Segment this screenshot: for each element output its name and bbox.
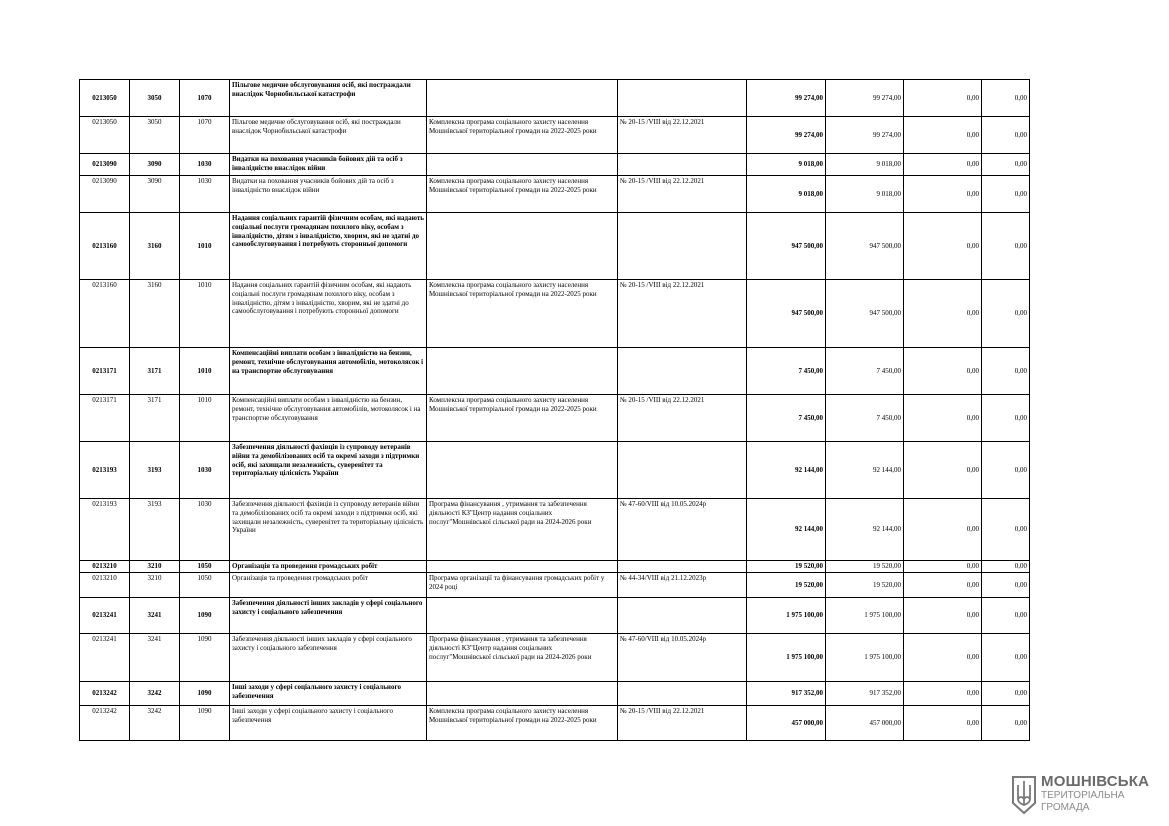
cell-decision <box>618 213 747 280</box>
cell-program-code: 0213171 <box>80 395 130 442</box>
cell-development-budget: 0,00 <box>982 499 1030 561</box>
cell-general-fund: 19 520,00 <box>826 573 904 598</box>
cell-tpkvk: 3160 <box>130 280 180 348</box>
cell-general-fund: 9 018,00 <box>826 176 904 213</box>
cell-program-name: Забезпечення діяльності інших закладів у сфері соціального захисту і соціального забезпечення <box>230 634 427 682</box>
table-row <box>80 499 1030 561</box>
cell-general-fund: 9 018,00 <box>826 154 904 176</box>
cell-fkvkb: 1010 <box>180 395 230 442</box>
cell-special-fund: 0,00 <box>904 117 982 154</box>
table-row <box>80 706 1030 741</box>
cell-program-code: 0213193 <box>80 499 130 561</box>
cell-total: 9 018,00 <box>747 176 826 213</box>
cell-program-code: 0213241 <box>80 634 130 682</box>
table-row <box>80 154 1030 176</box>
cell-local-program <box>427 561 618 573</box>
cell-program-name: Забезпечення діяльності інших закладів у сфері соціального захисту і соціального забезпечення <box>230 598 427 634</box>
cell-decision: № 20-15 /VIII від 22.12.2021 <box>618 117 747 154</box>
cell-program-code: 0213160 <box>80 213 130 280</box>
table-row <box>80 442 1030 499</box>
cell-total: 947 500,00 <box>747 213 826 280</box>
cell-special-fund: 0,00 <box>904 280 982 348</box>
table-row <box>80 348 1030 395</box>
cell-fkvkb: 1090 <box>180 682 230 706</box>
cell-fkvkb: 1030 <box>180 176 230 213</box>
cell-general-fund: 1 975 100,00 <box>826 598 904 634</box>
cell-development-budget: 0,00 <box>982 598 1030 634</box>
cell-development-budget: 0,00 <box>982 348 1030 395</box>
table-row <box>80 634 1030 682</box>
cell-fkvkb: 1010 <box>180 280 230 348</box>
cell-development-budget: 0,00 <box>982 280 1030 348</box>
table-row <box>80 280 1030 348</box>
cell-program-code: 0213241 <box>80 598 130 634</box>
cell-local-program: Комплексна програма соціального захисту населення Мошнівської територіальної громади на 2022-2025 роки <box>427 395 618 442</box>
cell-program-name: Пільгове медичне обслуговування осіб, які постраждали внаслідок Чорнобильської катастрофи <box>230 80 427 117</box>
cell-special-fund: 0,00 <box>904 706 982 741</box>
cell-total: 1 975 100,00 <box>747 598 826 634</box>
cell-development-budget: 0,00 <box>982 442 1030 499</box>
cell-tpkvk: 3050 <box>130 117 180 154</box>
cell-special-fund: 0,00 <box>904 682 982 706</box>
cell-program-name: Компенсаційні виплати особам з інвалідністю на бензин, ремонт, технічне обслуговування автомобілів, мотоколясок і на транспортне обслуговування <box>230 395 427 442</box>
cell-development-budget: 0,00 <box>982 561 1030 573</box>
cell-decision: № 47-60/VIII від 10.05.2024р <box>618 499 747 561</box>
cell-development-budget: 0,00 <box>982 395 1030 442</box>
cell-local-program: Комплексна програма соціального захисту населення Мошнівської територіальної громади на 2022-2025 роки <box>427 176 618 213</box>
cell-program-name: Забезпечення діяльності фахівців із супроводу ветеранів війни та демобілізованих осіб та окремі заходи з підтримки осіб, які захищали незалежність, суверенітет та територіальну цілісність України <box>230 499 427 561</box>
cell-program-name: Пільгове медичне обслуговування осіб, які постраждали внаслідок Чорнобильської катастрофи <box>230 117 427 154</box>
cell-program-code: 0213090 <box>80 176 130 213</box>
cell-total: 92 144,00 <box>747 442 826 499</box>
cell-program-code: 0213210 <box>80 573 130 598</box>
cell-development-budget: 0,00 <box>982 706 1030 741</box>
cell-total: 1 975 100,00 <box>747 634 826 682</box>
cell-program-code: 0213193 <box>80 442 130 499</box>
cell-program-code: 0213050 <box>80 117 130 154</box>
cell-fkvkb: 1050 <box>180 561 230 573</box>
cell-local-program <box>427 154 618 176</box>
trident-icon <box>1011 775 1037 815</box>
cell-decision: № 20-15 /VIII від 22.12.2021 <box>618 395 747 442</box>
cell-tpkvk: 3171 <box>130 348 180 395</box>
budget-programs-table <box>79 79 1030 741</box>
cell-decision: № 44-34/VIII від 21.12.2023р <box>618 573 747 598</box>
cell-special-fund: 0,00 <box>904 176 982 213</box>
cell-total: 92 144,00 <box>747 499 826 561</box>
cell-decision: № 20-15 /VIII від 22.12.2021 <box>618 176 747 213</box>
cell-general-fund: 99 274,00 <box>826 80 904 117</box>
table-row <box>80 176 1030 213</box>
cell-decision <box>618 682 747 706</box>
cell-fkvkb: 1090 <box>180 634 230 682</box>
table-row <box>80 682 1030 706</box>
cell-tpkvk: 3241 <box>130 634 180 682</box>
cell-special-fund: 0,00 <box>904 598 982 634</box>
cell-local-program: Програма фінансування , утримання та забезпечення діяльності КЗ"Центр надання соціальних послуг"Мошнівської сільської ради на 2024-2026 роки <box>427 634 618 682</box>
cell-tpkvk: 3210 <box>130 573 180 598</box>
cell-general-fund: 917 352,00 <box>826 682 904 706</box>
cell-program-code: 0213160 <box>80 280 130 348</box>
cell-local-program <box>427 80 618 117</box>
cell-local-program <box>427 598 618 634</box>
cell-total: 7 450,00 <box>747 348 826 395</box>
table-row <box>80 561 1030 573</box>
cell-total: 99 274,00 <box>747 117 826 154</box>
cell-development-budget: 0,00 <box>982 154 1030 176</box>
cell-general-fund: 99 274,00 <box>826 117 904 154</box>
cell-fkvkb: 1030 <box>180 154 230 176</box>
table-row <box>80 573 1030 598</box>
cell-program-code: 0213050 <box>80 80 130 117</box>
cell-program-name: Організація та проведення громадських робіт <box>230 561 427 573</box>
cell-tpkvk: 3241 <box>130 598 180 634</box>
cell-development-budget: 0,00 <box>982 573 1030 598</box>
cell-tpkvk: 3160 <box>130 213 180 280</box>
cell-special-fund: 0,00 <box>904 348 982 395</box>
cell-tpkvk: 3090 <box>130 154 180 176</box>
cell-tpkvk: 3171 <box>130 395 180 442</box>
cell-program-name: Компенсаційні виплати особам з інвалідністю на бензин, ремонт, технічне обслуговування автомобілів, мотоколясок і на транспортне обслуговування <box>230 348 427 395</box>
cell-program-name: Забезпечення діяльності фахівців із супроводу ветеранів війни та демобілізованих осіб та окремі заходи з підтримки осіб, які захищали незалежність, суверенітет та територіальну цілісність України <box>230 442 427 499</box>
cell-development-budget: 0,00 <box>982 80 1030 117</box>
table-row <box>80 395 1030 442</box>
cell-decision <box>618 561 747 573</box>
cell-fkvkb: 1030 <box>180 499 230 561</box>
logo-subtitle-1: ТЕРИТОРІАЛЬНА <box>1041 790 1125 801</box>
cell-development-budget: 0,00 <box>982 117 1030 154</box>
cell-local-program: Програма фінансування , утримання та забезпечення діяльності КЗ"Центр надання соціальних послуг"Мошнівської сільської ради на 2024-2026 роки <box>427 499 618 561</box>
cell-fkvkb: 1070 <box>180 117 230 154</box>
cell-local-program: Комплексна програма соціального захисту населення Мошнівської територіальної громади на 2022-2025 роки <box>427 280 618 348</box>
cell-special-fund: 0,00 <box>904 634 982 682</box>
cell-program-code: 0213090 <box>80 154 130 176</box>
table-row <box>80 117 1030 154</box>
cell-special-fund: 0,00 <box>904 154 982 176</box>
cell-special-fund: 0,00 <box>904 499 982 561</box>
cell-local-program <box>427 442 618 499</box>
cell-total: 947 500,00 <box>747 280 826 348</box>
cell-special-fund: 0,00 <box>904 573 982 598</box>
cell-program-code: 0213171 <box>80 348 130 395</box>
cell-tpkvk: 3090 <box>130 176 180 213</box>
cell-general-fund: 947 500,00 <box>826 280 904 348</box>
cell-decision: № 20-15 /VIII від 22.12.2021 <box>618 706 747 741</box>
logo-subtitle-2: ГРОМАДА <box>1041 802 1090 813</box>
cell-special-fund: 0,00 <box>904 213 982 280</box>
cell-local-program <box>427 682 618 706</box>
cell-decision <box>618 442 747 499</box>
cell-tpkvk: 3210 <box>130 561 180 573</box>
cell-total: 457 000,00 <box>747 706 826 741</box>
logo-title: МОШНІВСЬКА <box>1041 773 1150 790</box>
community-logo <box>1011 773 1151 819</box>
cell-program-code: 0213210 <box>80 561 130 573</box>
cell-development-budget: 0,00 <box>982 176 1030 213</box>
cell-decision <box>618 598 747 634</box>
cell-development-budget: 0,00 <box>982 213 1030 280</box>
cell-decision: № 20-15 /VIII від 22.12.2021 <box>618 280 747 348</box>
cell-tpkvk: 3242 <box>130 706 180 741</box>
cell-decision <box>618 80 747 117</box>
cell-general-fund: 19 520,00 <box>826 561 904 573</box>
cell-special-fund: 0,00 <box>904 442 982 499</box>
cell-fkvkb: 1070 <box>180 80 230 117</box>
cell-fkvkb: 1010 <box>180 213 230 280</box>
cell-general-fund: 7 450,00 <box>826 395 904 442</box>
table-row <box>80 598 1030 634</box>
cell-decision <box>618 154 747 176</box>
cell-total: 9 018,00 <box>747 154 826 176</box>
cell-tpkvk: 3242 <box>130 682 180 706</box>
cell-local-program <box>427 213 618 280</box>
cell-program-name: Видатки на поховання учасників бойових дій та осіб з інвалідністю внаслідок війни <box>230 154 427 176</box>
cell-total: 99 274,00 <box>747 80 826 117</box>
cell-program-name: Організація та проведення громадських робіт <box>230 573 427 598</box>
cell-tpkvk: 3193 <box>130 499 180 561</box>
cell-total: 19 520,00 <box>747 573 826 598</box>
cell-special-fund: 0,00 <box>904 395 982 442</box>
cell-local-program: Комплексна програма соціального захисту населення Мошнівської територіальної громади на 2022-2025 роки <box>427 117 618 154</box>
cell-local-program: Програма організації та фінансування громадських робіт у 2024 році <box>427 573 618 598</box>
cell-fkvkb: 1030 <box>180 442 230 499</box>
cell-special-fund: 0,00 <box>904 80 982 117</box>
cell-total: 19 520,00 <box>747 561 826 573</box>
cell-local-program: Комплексна програма соціального захисту населення Мошнівської територіальної громади на 2022-2025 роки <box>427 706 618 741</box>
cell-general-fund: 92 144,00 <box>826 442 904 499</box>
cell-development-budget: 0,00 <box>982 634 1030 682</box>
cell-fkvkb: 1090 <box>180 598 230 634</box>
cell-program-name: Видатки на поховання учасників бойових дій та осіб з інвалідністю внаслідок війни <box>230 176 427 213</box>
cell-general-fund: 92 144,00 <box>826 499 904 561</box>
cell-program-name: Інші заходи у сфері соціального захисту і соціального забезпечення <box>230 682 427 706</box>
cell-tpkvk: 3193 <box>130 442 180 499</box>
cell-fkvkb: 1090 <box>180 706 230 741</box>
table-row <box>80 213 1030 280</box>
cell-total: 917 352,00 <box>747 682 826 706</box>
cell-general-fund: 1 975 100,00 <box>826 634 904 682</box>
cell-general-fund: 7 450,00 <box>826 348 904 395</box>
cell-general-fund: 947 500,00 <box>826 213 904 280</box>
cell-fkvkb: 1050 <box>180 573 230 598</box>
cell-program-code: 0213242 <box>80 706 130 741</box>
cell-development-budget: 0,00 <box>982 682 1030 706</box>
cell-program-name: Надання соціальних гарантій фізичним особам, які надають соціальні послуги громадянам похилого віку, особам з інвалідністю, дітям з інвалідністю, хворим, які не здатні до самообслуговування і потребують сторонньої допомоги <box>230 213 427 280</box>
cell-tpkvk: 3050 <box>130 80 180 117</box>
cell-special-fund: 0,00 <box>904 561 982 573</box>
cell-total: 7 450,00 <box>747 395 826 442</box>
table-row <box>80 80 1030 117</box>
cell-general-fund: 457 000,00 <box>826 706 904 741</box>
cell-decision: № 47-60/VIII від 10.05.2024р <box>618 634 747 682</box>
cell-program-name: Інші заходи у сфері соціального захисту і соціального забезпечення <box>230 706 427 741</box>
cell-program-code: 0213242 <box>80 682 130 706</box>
cell-fkvkb: 1010 <box>180 348 230 395</box>
cell-program-name: Надання соціальних гарантій фізичним особам, які надають соціальні послуги громадянам похилого віку, особам з інвалідністю, дітям з інвалідністю, хворим, які не здатні до самообслуговування і потребують сторонньої допомоги <box>230 280 427 348</box>
cell-local-program <box>427 348 618 395</box>
cell-decision <box>618 348 747 395</box>
